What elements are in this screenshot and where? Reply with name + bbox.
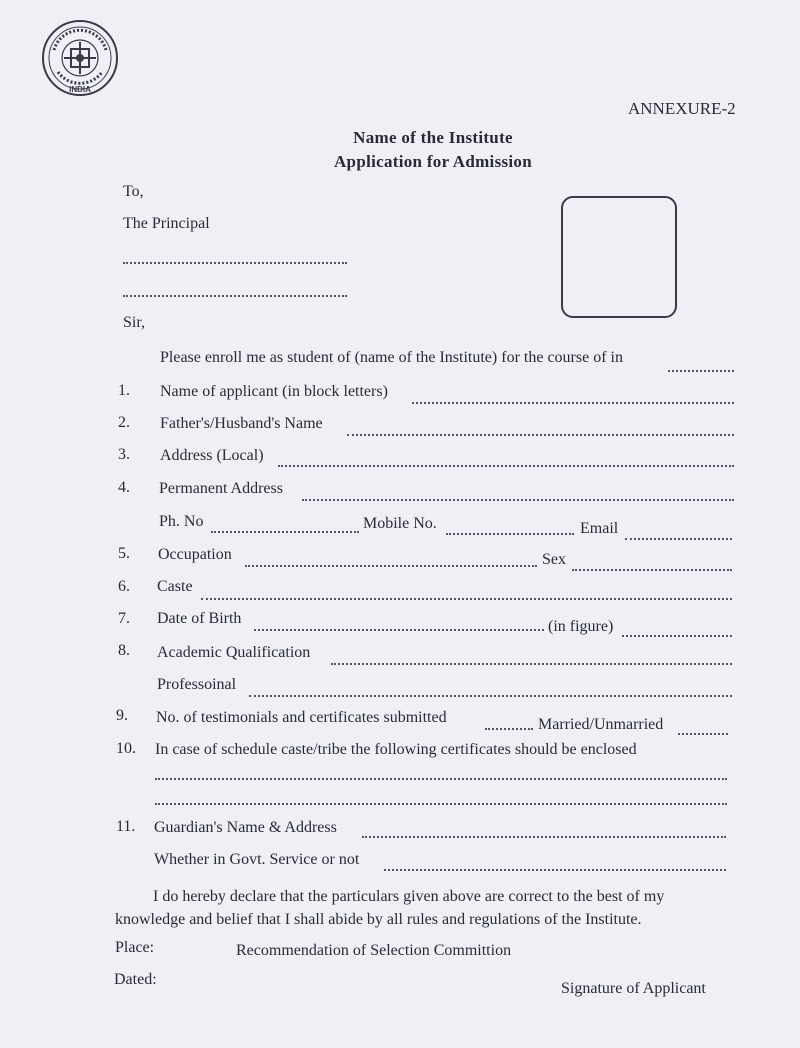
govt-service-label: Whether in Govt. Service or not [154, 851, 360, 868]
marital-status-field[interactable] [678, 733, 728, 735]
mobile-field[interactable] [446, 533, 574, 535]
email-label: Email [580, 520, 619, 537]
declaration-line-1: I do hereby declare that the particulars given above are correct to the best of my [153, 888, 665, 905]
item-number: 10. [116, 740, 136, 757]
guardian-field[interactable] [362, 836, 726, 838]
professional-field[interactable] [249, 695, 732, 697]
father-name-field[interactable] [347, 434, 734, 436]
salutation: Sir, [123, 314, 146, 331]
professional-label: Professoinal [157, 676, 237, 693]
academic-field[interactable] [331, 663, 732, 665]
guardian-label: Guardian's Name & Address [154, 819, 337, 836]
course-field[interactable] [668, 370, 734, 372]
caste-field[interactable] [201, 598, 732, 600]
certificate-line-2[interactable] [155, 803, 727, 805]
annexure-label: ANNEXURE-2 [628, 99, 736, 118]
testimonials-label: No. of testimonials and certificates submitted [156, 709, 447, 726]
sex-field[interactable] [572, 569, 732, 571]
to-label: To, [123, 183, 144, 200]
in-figure-label: (in figure) [548, 618, 614, 635]
item-number: 2. [118, 414, 130, 431]
local-address-label: Address (Local) [160, 447, 264, 464]
photo-box[interactable] [561, 196, 677, 318]
signature-label: Signature of Applicant [561, 980, 706, 997]
dob-field[interactable] [254, 629, 544, 631]
svg-text:INDIA: INDIA [69, 85, 91, 94]
applicant-name-label: Name of applicant (in block letters) [160, 383, 388, 400]
phone-field[interactable] [211, 531, 359, 533]
caste-label: Caste [157, 578, 193, 595]
place-label: Place: [115, 939, 155, 956]
form-subtitle: Application for Admission [333, 152, 532, 171]
testimonials-field[interactable] [485, 728, 533, 730]
occupation-field[interactable] [245, 565, 537, 567]
council-seal-logo [40, 18, 120, 98]
father-name-label: Father's/Husband's Name [160, 415, 323, 432]
item-number: 11. [116, 818, 136, 835]
address-line-2[interactable] [123, 295, 347, 297]
item-number: 4. [118, 479, 130, 496]
principal-label: The Principal [123, 215, 210, 232]
item-number: 6. [118, 578, 130, 595]
item-number: 1. [118, 382, 130, 399]
certificate-line-1[interactable] [155, 778, 727, 780]
intro-text: Please enroll me as student of (name of the Institute) for the course of in [160, 349, 623, 366]
item-number: 8. [118, 642, 130, 659]
item-number: 3. [118, 446, 130, 463]
email-field[interactable] [625, 538, 732, 540]
mobile-label: Mobile No. [363, 515, 437, 532]
dob-figure-field[interactable] [622, 635, 732, 637]
caste-certificate-label: In case of schedule caste/tribe the following certificates should be enclosed [155, 741, 637, 758]
address-line-1[interactable] [123, 262, 347, 264]
sex-label: Sex [542, 551, 566, 568]
dated-label: Dated: [114, 971, 157, 988]
recommendation-label: Recommendation of Selection Committion [236, 942, 512, 959]
permanent-address-field[interactable] [302, 499, 734, 501]
marital-status-label: Married/Unmarried [538, 716, 664, 733]
declaration-line-2: knowledge and belief that I shall abide by all rules and regulations of the Institute. [115, 911, 642, 928]
item-number: 5. [118, 545, 130, 562]
academic-label: Academic Qualification [157, 644, 311, 661]
permanent-address-label: Permanent Address [159, 480, 283, 497]
item-number: 7. [118, 610, 130, 627]
dob-label: Date of Birth [157, 610, 242, 627]
item-number: 9. [116, 707, 128, 724]
govt-service-field[interactable] [384, 869, 726, 871]
form-title: Name of the Institute [353, 128, 513, 147]
phone-label: Ph. No [159, 513, 204, 530]
applicant-name-field[interactable] [412, 402, 734, 404]
occupation-label: Occupation [158, 546, 232, 563]
local-address-field[interactable] [278, 465, 734, 467]
